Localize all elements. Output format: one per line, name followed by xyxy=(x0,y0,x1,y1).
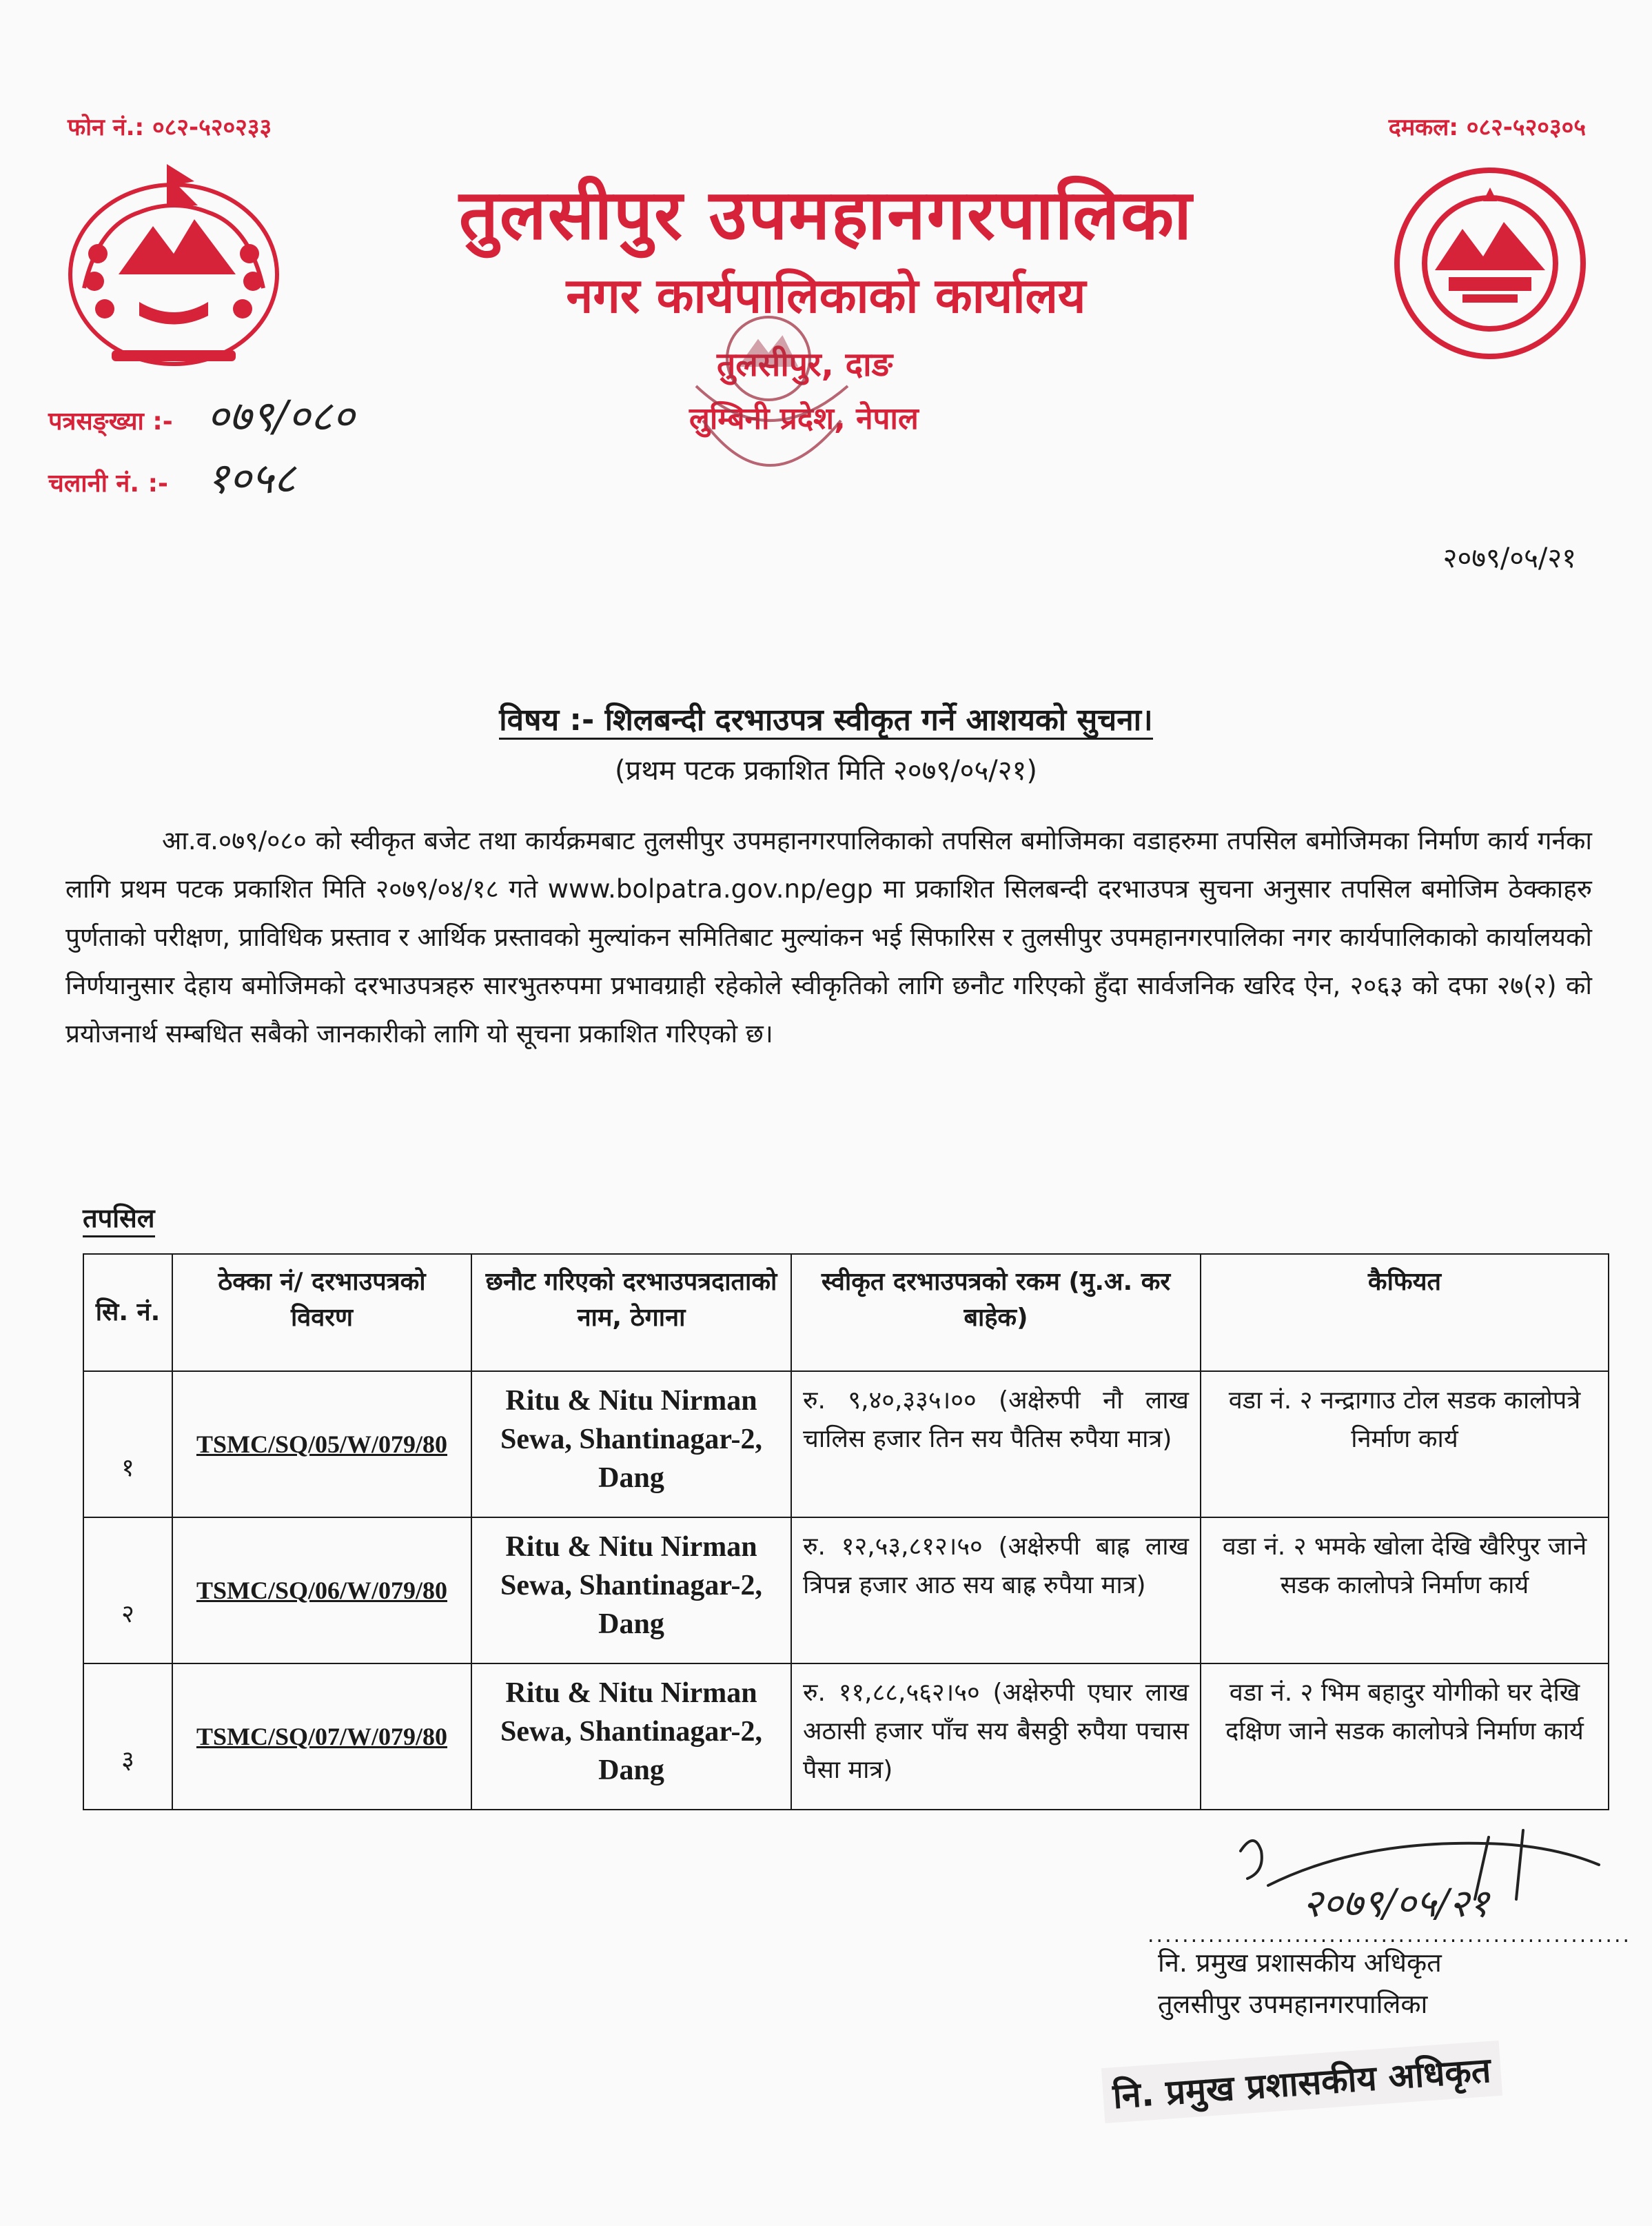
notice-body: आ.व.०७९/०८० को स्वीकृत बजेट तथा कार्यक्रमबाट तुलसीपुर उपमहानगरपालिकाको तपसिल बमोजिमका वडाहरुमा तपसिल बमोजिमका निर्माण कार्य गर्नका लागि प्रथम पटक प्रकाशित मिति २०७९/०४/१८ गते www.bolpatra.gov.np/egp मा प्रकाशित सिलबन्दी दरभाउपत्र सुचना अनुसार तपसिल बमोजिम ठेक्काहरु पुर्णताको परीक्षण, प्राविधिक प्रस्ताव र आर्थिक प्रस्तावको मुल्यांकन समितिबाट मुल्यांकन भई सिफारिस र तुलसीपुर उपमहानगरपालिका नगर कार्यपालिकाको कार्यालयको निर्णयानुसार देहाय बमोजिमको दरभाउपत्रहरु सारभुतरुपमा प्रभावग्राही रहेकोले स्वीकृतिको लागि छनौट गरिएको हुँदा सार्वजनिक खरिद ऐन, २०६३ को दफा २७(२) को प्रयोजनार्थ सम्बधित सबैको जानकारीको लागि यो सूचना प्रकाशित गरिएको छ। xyxy=(65,826,1592,1049)
office-location: तुलसीपुर, दाङ xyxy=(717,345,893,384)
subject-text: विषय :- शिलबन्दी दरभाउपत्र स्वीकृत गर्ने आशयको सुचना। xyxy=(499,702,1152,740)
fire-brigade-number: दमकल: ०८२-५२०३०५ xyxy=(1388,114,1586,141)
col-contract-header: ठेक्का नं/ दरभाउपत्रको विवरण xyxy=(172,1254,471,1371)
subject-heading xyxy=(0,698,1652,739)
row-sn xyxy=(83,1517,172,1663)
col-amount-header: स्वीकृत दरभाउपत्रको रकम (मु.अ. कर बाहेक) xyxy=(791,1254,1201,1371)
row-contract xyxy=(172,1371,471,1517)
contract-number: TSMC/SQ/05/W/079/80 xyxy=(196,1430,448,1458)
col-bidder-header: छनौट गरिएको दरभाउपत्रदाताको नाम, ठेगाना xyxy=(471,1254,791,1371)
contract-number: TSMC/SQ/07/W/079/80 xyxy=(196,1723,448,1750)
office-subtitle: नगर कार्यपालिकाको कार्यालय xyxy=(566,267,1086,324)
table-header-row xyxy=(83,1254,1609,1371)
handwritten-signature xyxy=(1227,1823,1613,1927)
row-sn xyxy=(83,1371,172,1517)
signature-date: २०७९/०५/२१ xyxy=(1303,1881,1489,1926)
contract-number: TSMC/SQ/06/W/079/80 xyxy=(196,1577,448,1604)
dispatch-number-label: चलानी नं. :- xyxy=(48,469,168,498)
row-sn xyxy=(83,1663,172,1810)
row-bidder: Ritu & Nitu Nirman Sewa, Shantinagar-2, Dang xyxy=(471,1371,791,1517)
designation-stamp: नि. प्रमुख प्रशासकीय अधिकृत xyxy=(1101,2041,1502,2123)
signatory-office: तुलसीपुर उपमहानगरपालिका xyxy=(1158,1989,1428,2019)
row-remarks: वडा नं. २ नन्द्रागाउ टोल सडक कालोपत्रे निर्माण कार्य xyxy=(1201,1371,1609,1517)
col-sn-header: सि. नं. xyxy=(83,1254,172,1371)
col-remarks-header: कैफियत xyxy=(1201,1254,1609,1371)
row-sn-text: ३ xyxy=(121,1746,134,1774)
row-sn-text: १ xyxy=(121,1454,134,1482)
phone-number: फोन नं.: ०८२-५२०२३३ xyxy=(68,114,272,141)
signature-line: ........................................................ xyxy=(1148,1923,1632,1947)
letter-date: २०७९/०५/२१ xyxy=(1442,543,1576,574)
reference-number-value: ०७९/०८० xyxy=(207,391,355,441)
municipality-logo-icon xyxy=(1387,160,1593,367)
row-sn-text: २ xyxy=(121,1600,134,1628)
bid-table xyxy=(83,1253,1609,1810)
row-amount: रु. ११,८८,५६२।५० (अक्षेरुपी एघार लाख अठासी हजार पाँच सय बैसठ्ठी रुपैया पचास पैसा मात्र) xyxy=(791,1663,1201,1810)
reference-number-label: पत्रसङ्ख्या :- xyxy=(48,407,173,436)
publication-date-note: (प्रथम पटक प्रकाशित मिति २०७९/०५/२१) xyxy=(615,755,1037,787)
row-amount: रु. १२,५३,८१२।५० (अक्षेरुपी बाह्र लाख त्रिपन्न हजार आठ सय बाह्र रुपैया मात्र) xyxy=(791,1517,1201,1663)
office-seal-stamp xyxy=(655,303,882,572)
table-row xyxy=(83,1663,1609,1810)
table-row xyxy=(83,1371,1609,1517)
signatory-title: नि. प्रमुख प्रशासकीय अधिकृत xyxy=(1158,1947,1442,1978)
details-label: तपसिल xyxy=(83,1200,155,1237)
table-row xyxy=(83,1517,1609,1663)
row-bidder: Ritu & Nitu Nirman Sewa, Shantinagar-2, Dang xyxy=(471,1663,791,1810)
dispatch-number-value: १०५८ xyxy=(207,453,296,503)
row-bidder: Ritu & Nitu Nirman Sewa, Shantinagar-2, Dang xyxy=(471,1517,791,1663)
municipality-title: तुलसीपुर उपमहानगरपालिका xyxy=(458,174,1193,255)
office-province: लुम्बिनी प्रदेश, नेपाल xyxy=(689,401,919,436)
row-contract xyxy=(172,1663,471,1810)
row-amount: रु. ९,४०,३३५।०० (अक्षेरुपी नौ लाख चालिस हजार तिन सय पैतिस रुपैया मात्र) xyxy=(791,1371,1201,1517)
row-contract xyxy=(172,1517,471,1663)
row-remarks: वडा नं. २ भिम बहादुर योगीको घर देखि दक्षिण जाने सडक कालोपत्रे निर्माण कार्य xyxy=(1201,1663,1609,1810)
row-remarks: वडा नं. २ भमके खोला देखि खैरिपुर जाने सडक कालोपत्रे निर्माण कार्य xyxy=(1201,1517,1609,1663)
